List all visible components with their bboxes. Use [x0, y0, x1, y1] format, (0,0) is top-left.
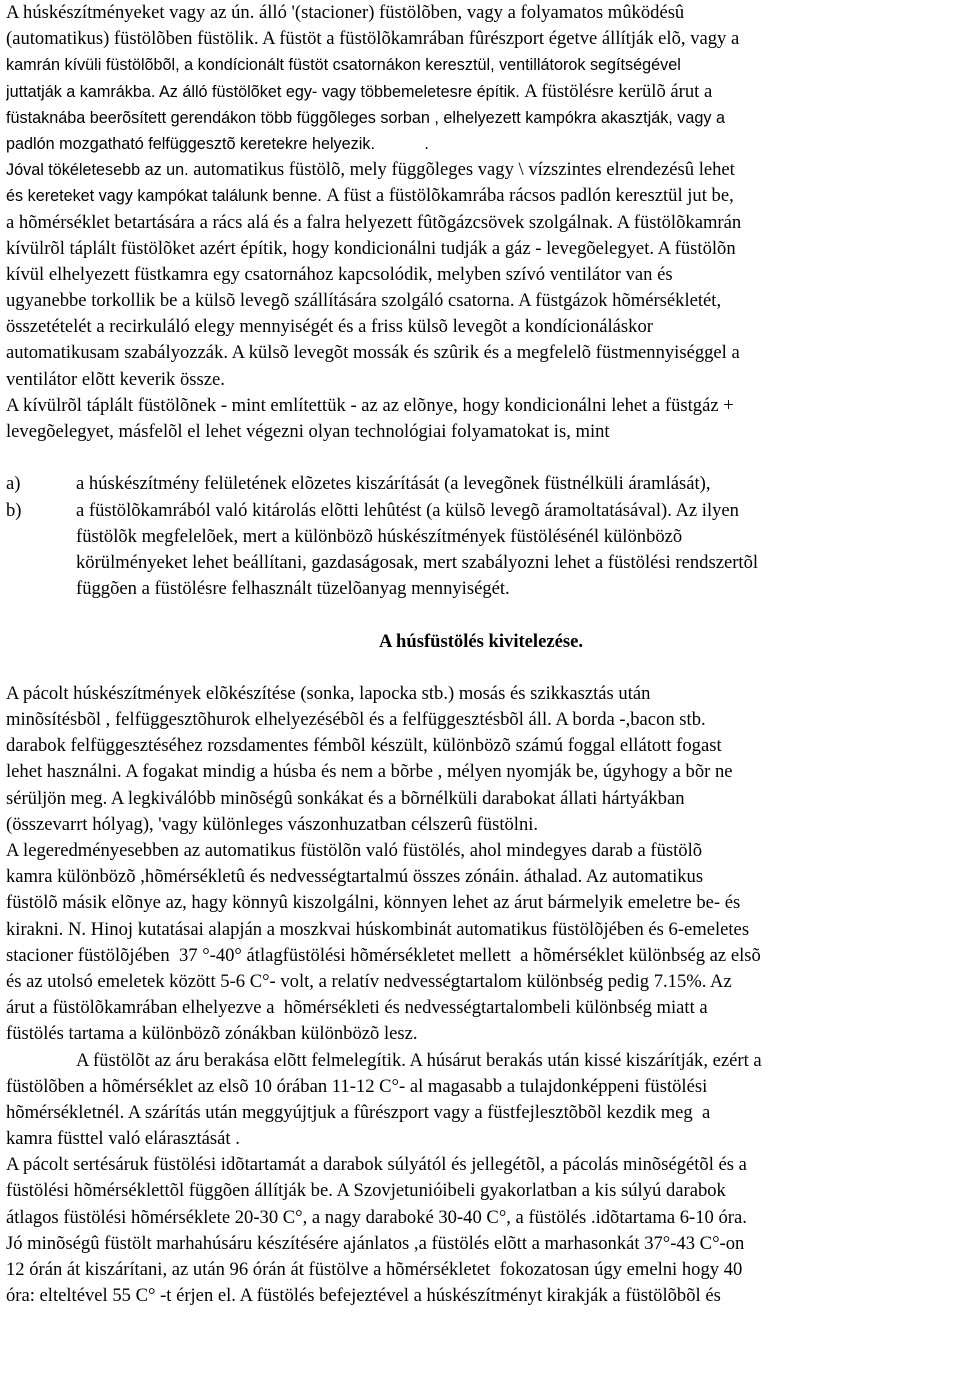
blank-line	[6, 602, 956, 628]
text-line: kamra füsttel való elárasztását .	[6, 1128, 240, 1150]
list-item-text: füstölõk megfelelõek, mert a különbözõ húskészítmények füstölésénél különbözõ	[76, 525, 683, 547]
text-line: stacioner füstölõjében 37 °-40° átlagfüstölési hõmérsékletet mellett a hõmérséklet különbség az elsõ	[6, 944, 761, 966]
list-item-text: a füstölõkamrából való kitárolás elõtti lehûtést (a külsõ levegõ áramoltatásával). Az ilyen	[76, 499, 739, 521]
document-page	[6, 0, 956, 1309]
section-heading: A húsfüstölés kivitelezése.	[378, 630, 583, 652]
text-segment: padlón mozgatható felfüggesztõ keretekre helyezik. .	[6, 134, 429, 153]
body-paragraph-tail	[6, 1074, 956, 1310]
list-marker: b)	[6, 499, 22, 521]
list-item-line	[6, 498, 956, 524]
text-line: 12 órán át kiszárítani, az után 96 órán át füstölve a hõmérsékletet fokozatosan úgy emelni hogy 40	[6, 1259, 743, 1280]
list-item-line	[6, 576, 956, 602]
blank-line	[6, 655, 956, 681]
list-item-line	[6, 471, 956, 497]
text-line: darabok felfüggesztéséhez rozsdamentes fémbõl készült, különbözõ számú foggal ellátott fogast	[6, 735, 722, 757]
text-segment: és kereteket vagy kampókat találunk benne.	[6, 187, 327, 206]
text-line: hõmérsékletnél. A szárítás után meggyújtjuk a fûrészport vagy a füstfejlesztõbõl kezdik meg a	[6, 1101, 711, 1123]
text-segment: ugyanebbe torkollik be a külsõ levegõ szállítására szolgáló csatorna. A füstgázok hõmérsékletét,	[6, 290, 722, 312]
text-line: lehet használni. A fogakat mindig a húsba és nem a bõrbe , mélyen nyomják be, úgyhogy a bõr ne	[6, 761, 733, 783]
text-segment: A húskészítményeket vagy az ún. álló '(stacioner) füstölõben, vagy a folyamatos mûködésû	[6, 2, 685, 23]
text-line: (összevarrt hólyag), 'vagy különleges vászonhuzatban célszerû füstölni.	[6, 813, 539, 835]
text-line: füstölõben a hõmérséklet az elsõ 10 órában 11-12 C°- al magasabb a tulajdonképpeni füstölési	[6, 1075, 708, 1097]
text-segment: Jóval tökéletesebb az un.	[6, 161, 194, 180]
text-segment: automatikusam szabályozzák. A külsõ levegõt mossák és szûrik és a megfelelõ füstmennyiséggel a	[6, 342, 740, 364]
text-segment: kamrán kívüli füstölõbõl, a kondícionált füstöt csatornákon keresztül, ventillátorok segítségével	[6, 56, 681, 75]
text-line: füstölési hõmérséklettõl függõen állítják be. A Szovjetunióibeli gyakorlatban a kis súlyú darabok	[6, 1180, 726, 1202]
list-item-line	[6, 550, 956, 576]
list-item-text: körülményeket lehet beállítani, gazdaságosak, mert szabályozni lehet a füstölési rendszertõl	[76, 551, 759, 573]
text-line	[6, 419, 956, 445]
text-line	[6, 236, 956, 262]
text-line: füstölõ másik elõnye az, hagy könnyû kiszolgálni, könnyen lehet az árut bármelyik emeletre be- és	[6, 892, 741, 914]
text-line: minõsítésbõl , felfüggesztõhurok elhelyezésébõl és a felfüggesztésbõl áll. A borda -,bacon stb.	[6, 709, 706, 731]
text-segment: a hõmérséklet betartására a rács alá és a falra helyezett fûtõgázcsövek szolgálnak. A füstölõkamrán	[6, 211, 742, 233]
text-line	[6, 183, 956, 209]
text-line	[6, 26, 956, 52]
text-line	[6, 262, 956, 288]
text-line	[6, 314, 956, 340]
text-segment: kívülrõl táplált füstölõket azért építik, hogy kondicionálni tudják a gáz - levegõelegyet. A füstölõn	[6, 237, 736, 259]
text-segment: automatikus füstölõ, mely függõleges vagy \ vízszintes elrendezésû lehet	[193, 159, 735, 181]
text-line: A pácolt sertésáruk füstölési idõtartamát a darabok súlyától és jellegétõl, a pácolás minõségétõl és a	[6, 1154, 747, 1176]
text-segment: ventilátor elõtt keverik össze.	[6, 368, 225, 390]
text-line: kirakni. N. Hinoj kutatásai alapján a moszkvai húskombinát automatikus füstölõjében és 6-emeletes	[6, 918, 750, 940]
text-segment: juttatják a kamrákba. Az álló füstölõket egy- vagy többemeletesre építik.	[6, 82, 525, 101]
text-line: óra: elteltével 55 C° -t érjen el. A füstölés befejeztével a húskészítményt kirakják a füstölõbõl és	[6, 1285, 721, 1307]
text-line: A pácolt húskészítmények elõkészítése (sonka, lapocka stb.) mosás és szikkasztás után	[6, 682, 651, 704]
text-segment: füstaknába beerõsített gerendákon több függõleges sorban , elhelyezett kampókra akasztják, vagy a	[6, 108, 726, 127]
list-item-line	[6, 524, 956, 550]
indented-line: A füstölõt az áru berakása elõtt felmelegítik. A húsárut berakás után kissé kiszárítják, ezért a	[76, 1049, 762, 1071]
text-line	[6, 79, 956, 105]
body-paragraph	[6, 681, 956, 1048]
text-line	[6, 288, 956, 314]
list-item-text: a húskészítmény felületének elõzetes kiszárítását (a levegõnek füstnélküli áramlását),	[76, 473, 711, 495]
list-item-text: függõen a füstölésre felhasznált tüzelõanyag mennyiségét.	[76, 578, 510, 600]
text-line	[6, 52, 956, 78]
text-line	[6, 131, 956, 157]
text-segment: levegõelegyet, másfelõl el lehet végezni olyan technológiai folyamatokat is, mint	[6, 421, 610, 442]
text-line: füstölés tartama a különbözõ zónákban különbözõ lesz.	[6, 1023, 418, 1045]
text-line: árut a füstölõkamrában elhelyezve a hõmérsékleti és nedvességtartalombeli különbség miatt a	[6, 997, 708, 1019]
text-segment: A füst a füstölõkamrába rácsos padlón keresztül jut be,	[326, 185, 734, 207]
process-list	[6, 471, 956, 602]
text-segment: összetételét a recirkuláló elegy mennyiségét és a friss külsõ levegõt a kondícionáláskor	[6, 316, 653, 338]
text-line	[6, 210, 956, 236]
list-marker: a)	[6, 473, 21, 495]
text-segment: (automatikus) füstölõben füstölik. A füstöt a füstölõkamrában fûrészport égetve állítják elõ, vagy a	[6, 28, 740, 50]
text-line: átlagos füstölési hõmérséklete 20-30 C°, a nagy daraboké 30-40 C°, a füstölés .idõtartama 6-10 óra.	[6, 1206, 747, 1228]
text-line	[6, 157, 956, 183]
text-line	[6, 340, 956, 366]
text-segment: A kívülrõl táplált füstölõnek - mint említettük - az az elõnye, hogy kondicionálni lehet a füstgáz +	[6, 394, 734, 416]
text-line: sérüljön meg. A legkiválóbb minõségû sonkákat és a bõrnélküli darabokat állati hártyákban	[6, 787, 685, 809]
text-line	[6, 0, 956, 26]
text-line	[6, 393, 956, 419]
text-line	[6, 105, 956, 131]
intro-paragraph	[6, 0, 956, 445]
text-segment: A füstölésre kerülõ árut a	[524, 80, 713, 102]
text-line: Jó minõségû füstölt marhahúsáru készítésére ajánlatos ,a füstölés elõtt a marhasonkát 37°-43 C°-on	[6, 1232, 745, 1254]
text-line: A legeredményesebben az automatikus füstölõn való füstölés, ahol mindegyes darab a füstölõ	[6, 840, 703, 861]
text-line	[6, 367, 956, 393]
blank-line	[6, 445, 956, 471]
text-segment: kívül elhelyezett füstkamra egy csatornához kapcsolódik, melyben szívó ventilátor van és	[6, 263, 673, 285]
text-line: és az utolsó emeletek között 5-6 C°- volt, a relatív nedvességtartalom különbség pedig 7.15%. Az	[6, 970, 732, 992]
text-line: kamra különbözõ ,hõmérsékletû és nedvességtartalmú összes zónáin. áthalad. Az automatikus	[6, 866, 704, 888]
